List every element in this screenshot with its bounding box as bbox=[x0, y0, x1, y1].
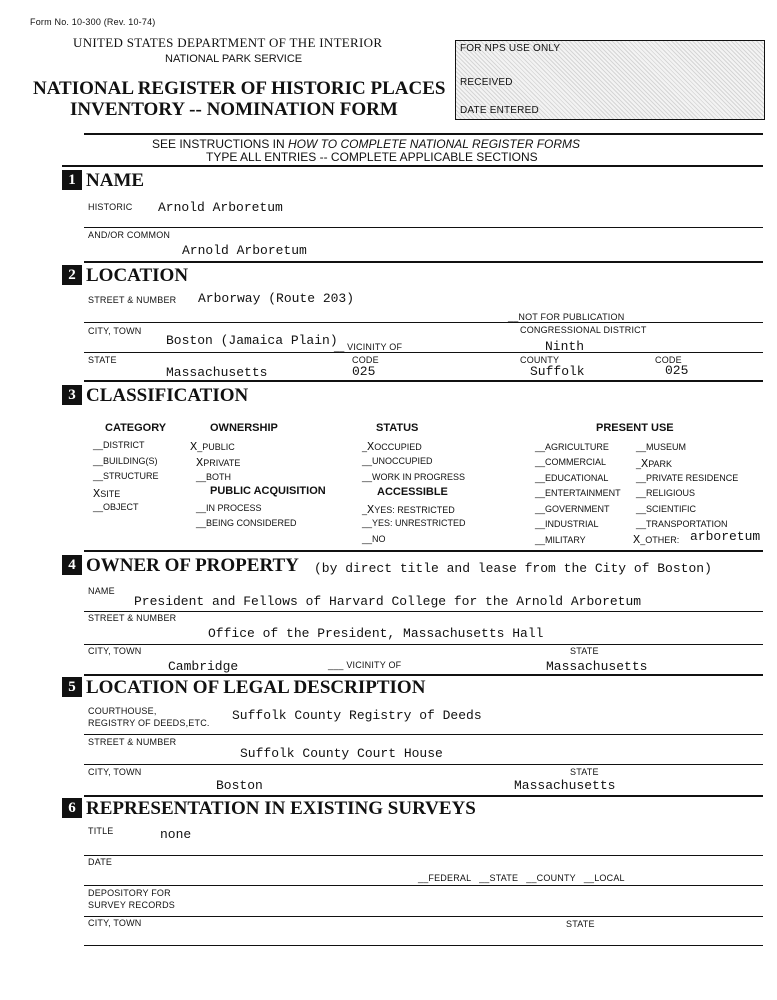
historic-name-field[interactable]: Arnold Arboretum bbox=[158, 200, 283, 215]
county-code-field[interactable]: 025 bbox=[665, 363, 689, 378]
state-label: STATE bbox=[88, 355, 117, 365]
section-number: 1 bbox=[62, 170, 82, 190]
legal-state-field[interactable]: Massachusetts bbox=[514, 778, 616, 793]
section-title: CLASSIFICATION bbox=[86, 385, 249, 406]
date-entered-label: DATE ENTERED bbox=[460, 105, 539, 116]
ownership-both[interactable]: __BOTH bbox=[196, 472, 232, 482]
present-use-heading: PRESENT USE bbox=[596, 422, 674, 434]
section-number: 5 bbox=[62, 677, 82, 697]
status-work-in-progress[interactable]: __WORK IN PROGRESS bbox=[362, 472, 466, 482]
city-town-label: CITY, TOWN bbox=[88, 326, 142, 336]
not-for-publication-label: __NOT FOR PUBLICATION bbox=[508, 312, 625, 322]
owner-name-field[interactable]: President and Fellows of Harvard College for the Arnold Arboretum bbox=[134, 594, 642, 609]
section-title: NAME bbox=[86, 170, 145, 191]
checkmark: X bbox=[367, 503, 375, 517]
owner-title-note: (by direct title and lease from the City of Boston) bbox=[314, 561, 712, 576]
service-name: NATIONAL PARK SERVICE bbox=[165, 53, 303, 65]
instructions-line2: TYPE ALL ENTRIES -- COMPLETE APPLICABLE SECTIONS bbox=[206, 150, 538, 164]
use-educational[interactable]: __EDUCATIONAL bbox=[535, 473, 609, 483]
owner-street-label: STREET & NUMBER bbox=[88, 613, 177, 623]
divider bbox=[84, 644, 763, 645]
street-number-field[interactable]: Arborway (Route 203) bbox=[198, 291, 355, 306]
section-title: LOCATION bbox=[86, 265, 189, 286]
county-field[interactable]: Suffolk bbox=[530, 364, 585, 379]
checkmark: X bbox=[190, 440, 198, 454]
congressional-district-field[interactable]: Ninth bbox=[545, 339, 585, 354]
owner-name-label: NAME bbox=[88, 586, 115, 596]
common-name-field[interactable]: Arnold Arboretum bbox=[182, 243, 307, 258]
status-heading: STATUS bbox=[376, 422, 419, 434]
state-field[interactable]: Massachusetts bbox=[166, 365, 268, 380]
use-park[interactable]: _XPARK bbox=[636, 457, 673, 471]
divider bbox=[84, 795, 763, 797]
county-label: COUNTY bbox=[520, 355, 560, 365]
section-title: LOCATION OF LEGAL DESCRIPTION bbox=[86, 677, 426, 698]
checkmark: X bbox=[633, 533, 641, 547]
owner-city-label: CITY, TOWN bbox=[88, 646, 142, 656]
divider bbox=[62, 165, 763, 167]
divider bbox=[84, 764, 763, 765]
section-number: 2 bbox=[62, 265, 82, 285]
divider bbox=[84, 352, 763, 353]
use-entertainment[interactable]: __ENTERTAINMENT bbox=[535, 488, 621, 498]
legal-street-label: STREET & NUMBER bbox=[88, 737, 177, 747]
historic-label: HISTORIC bbox=[88, 202, 133, 212]
divider bbox=[84, 611, 763, 612]
county-code-label: CODE bbox=[655, 355, 682, 365]
use-government[interactable]: __GOVERNMENT bbox=[535, 504, 610, 514]
accessible-no[interactable]: __NO bbox=[362, 534, 386, 544]
ownership-private[interactable]: XPRIVATE bbox=[196, 456, 241, 470]
checkmark: X bbox=[367, 440, 375, 454]
survey-records-label: SURVEY RECORDS bbox=[88, 900, 175, 910]
accessible-unrestricted[interactable]: __YES: UNRESTRICTED bbox=[362, 518, 466, 528]
section-4-heading bbox=[62, 555, 299, 577]
owner-state-label: STATE bbox=[570, 646, 599, 656]
status-occupied[interactable]: _XOCCUPIED bbox=[362, 440, 422, 454]
status-unoccupied[interactable]: __UNOCCUPIED bbox=[362, 456, 433, 466]
section-1-heading bbox=[62, 170, 144, 192]
use-industrial[interactable]: __INDUSTRIAL bbox=[535, 519, 599, 529]
registry-label: REGISTRY OF DEEDS,ETC. bbox=[88, 718, 210, 728]
divider bbox=[84, 855, 763, 856]
category-district[interactable]: __DISTRICT bbox=[93, 440, 145, 450]
section-6-heading bbox=[62, 798, 476, 820]
owner-street-field[interactable]: Office of the President, Massachusetts Hall bbox=[208, 626, 544, 641]
survey-city-label: CITY, TOWN bbox=[88, 918, 142, 928]
acquisition-in-process[interactable]: __IN PROCESS bbox=[196, 503, 262, 513]
use-other[interactable]: X_OTHER: bbox=[633, 533, 680, 547]
public-acquisition-heading: PUBLIC ACQUISITION bbox=[210, 485, 326, 497]
category-heading: CATEGORY bbox=[105, 422, 167, 434]
accessible-restricted[interactable]: _XYES: RESTRICTED bbox=[362, 503, 455, 517]
form-title-line2: INVENTORY -- NOMINATION FORM bbox=[70, 99, 398, 120]
category-site[interactable]: XSITE bbox=[93, 487, 121, 501]
section-number: 3 bbox=[62, 385, 82, 405]
street-number-label: STREET & NUMBER bbox=[88, 295, 177, 305]
depository-label: DEPOSITORY FOR bbox=[88, 888, 171, 898]
divider bbox=[84, 674, 763, 676]
acquisition-being-considered[interactable]: __BEING CONSIDERED bbox=[196, 518, 297, 528]
divider bbox=[84, 945, 763, 946]
nps-use-only-label: FOR NPS USE ONLY bbox=[460, 43, 561, 54]
ownership-public[interactable]: X_PUBLIC bbox=[190, 440, 235, 454]
owner-state-field[interactable]: Massachusetts bbox=[546, 659, 648, 674]
use-agriculture[interactable]: __AGRICULTURE bbox=[535, 442, 609, 452]
section-2-heading bbox=[62, 265, 188, 287]
legal-city-field[interactable]: Boston bbox=[216, 778, 263, 793]
nps-use-only-box bbox=[455, 40, 765, 120]
section-title: OWNER OF PROPERTY bbox=[86, 555, 299, 576]
divider bbox=[84, 261, 763, 263]
checkmark: X bbox=[641, 457, 649, 471]
legal-state-label: STATE bbox=[570, 767, 599, 777]
divider bbox=[84, 380, 763, 382]
use-commercial[interactable]: __COMMERCIAL bbox=[535, 457, 607, 467]
checkmark: X bbox=[196, 456, 204, 470]
accessible-heading: ACCESSIBLE bbox=[377, 486, 448, 498]
use-private-residence[interactable]: __PRIVATE RESIDENCE bbox=[636, 473, 739, 483]
congressional-district-label: CONGRESSIONAL DISTRICT bbox=[520, 325, 647, 335]
courthouse-label: COURTHOUSE, bbox=[88, 706, 157, 716]
state-code-field[interactable]: 025 bbox=[352, 364, 376, 379]
vicinity-of-label: __ VICINITY OF bbox=[334, 342, 403, 352]
checkmark: X bbox=[93, 487, 101, 501]
common-name-label: AND/OR COMMON bbox=[88, 230, 171, 240]
ownership-heading: OWNERSHIP bbox=[210, 422, 278, 434]
use-museum[interactable]: __MUSEUM bbox=[636, 442, 687, 452]
use-other-field[interactable]: arboretum bbox=[690, 529, 761, 544]
owner-vicinity-label: ___ VICINITY OF bbox=[328, 660, 402, 670]
survey-levels[interactable]: __FEDERAL __STATE __COUNTY __LOCAL bbox=[418, 873, 625, 883]
divider bbox=[84, 133, 763, 135]
owner-city-field[interactable]: Cambridge bbox=[168, 659, 239, 674]
use-scientific[interactable]: __SCIENTIFIC bbox=[636, 504, 697, 514]
category-object[interactable]: __OBJECT bbox=[93, 502, 139, 512]
section-title: REPRESENTATION IN EXISTING SURVEYS bbox=[86, 798, 476, 819]
section-number: 6 bbox=[62, 798, 82, 818]
legal-street-field[interactable]: Suffolk County Court House bbox=[240, 746, 443, 761]
section-number: 4 bbox=[62, 555, 82, 575]
use-military[interactable]: __MILITARY bbox=[535, 535, 586, 545]
category-buildings[interactable]: __BUILDING(S) bbox=[93, 456, 158, 466]
survey-date-label: DATE bbox=[88, 857, 113, 867]
agency-name: UNITED STATES DEPARTMENT OF THE INTERIOR bbox=[73, 35, 383, 50]
received-label: RECEIVED bbox=[460, 77, 513, 88]
survey-title-field[interactable]: none bbox=[160, 827, 192, 842]
divider bbox=[84, 322, 763, 323]
use-transportation[interactable]: __TRANSPORTATION bbox=[636, 519, 728, 529]
divider bbox=[84, 550, 763, 552]
section-5-heading bbox=[62, 677, 425, 699]
section-3-heading bbox=[62, 385, 248, 407]
use-religious[interactable]: __RELIGIOUS bbox=[636, 488, 696, 498]
divider bbox=[84, 885, 763, 886]
city-town-field[interactable]: Boston (Jamaica Plain) bbox=[166, 333, 338, 348]
courthouse-field[interactable]: Suffolk County Registry of Deeds bbox=[232, 708, 482, 723]
divider bbox=[84, 916, 763, 917]
divider bbox=[84, 734, 763, 735]
survey-state-label: STATE bbox=[566, 919, 595, 929]
survey-title-label: TITLE bbox=[88, 826, 114, 836]
form-title-line1: NATIONAL REGISTER OF HISTORIC PLACES bbox=[33, 78, 446, 99]
instructions-line1: SEE INSTRUCTIONS IN HOW TO COMPLETE NATIONAL REGISTER FORMS bbox=[152, 137, 581, 151]
code-label: CODE bbox=[352, 355, 379, 365]
legal-city-label: CITY, TOWN bbox=[88, 767, 142, 777]
form-number: Form No. 10-300 (Rev. 10-74) bbox=[30, 17, 156, 27]
divider bbox=[84, 227, 763, 228]
category-structure[interactable]: __STRUCTURE bbox=[93, 471, 159, 481]
